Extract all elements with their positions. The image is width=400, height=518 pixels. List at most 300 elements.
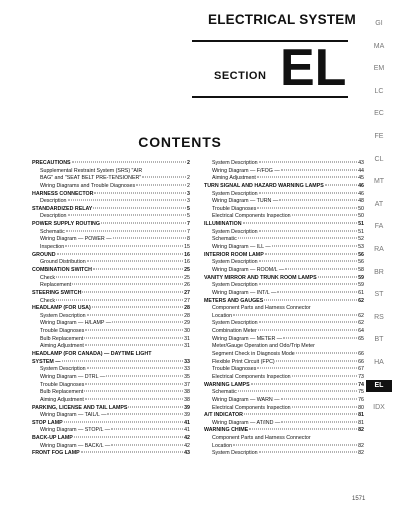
toc-entry-title: TURN SIGNAL AND HAZARD WARNING LAMPS (204, 182, 324, 189)
toc-entry (32, 183, 190, 191)
toc-leader-dots (107, 414, 183, 415)
toc-entry (32, 213, 190, 221)
toc-leader-dots (82, 291, 183, 292)
toc-entry-title: Schematic (212, 389, 237, 396)
toc-entry-title: Schematic (40, 228, 65, 235)
toc-entry-page: 42 (184, 442, 190, 449)
toc-entry-title: System Description (40, 366, 86, 373)
toc-entry (204, 213, 364, 221)
toc-entry (32, 435, 190, 443)
toc-leader-dots (259, 452, 357, 453)
toc-entry-page: 16 (184, 251, 190, 258)
toc-leader-dots (136, 184, 186, 185)
toc-entry (204, 351, 364, 359)
section-tab-fe[interactable]: FE (374, 133, 384, 140)
toc-leader-dots (66, 230, 186, 231)
toc-entry-title: SYSTEM — (32, 358, 61, 365)
toc-entry-title: Bulb Replacement (40, 389, 84, 396)
toc-entry-page: 43 (358, 160, 364, 166)
toc-entry (32, 191, 190, 199)
toc-entry (204, 328, 364, 336)
toc-entry-title: Wiring Diagrams and Trouble Diagnoses (40, 182, 136, 189)
toc-entry-title: STANDARDIZED RELAY (32, 205, 93, 212)
toc-entry (32, 450, 190, 458)
toc-entry (32, 160, 190, 168)
toc-leader-dots (106, 375, 183, 376)
toc-entry (204, 259, 364, 267)
toc-entry-page: 25 (184, 266, 190, 273)
toc-entry-title: Trouble Diagnoses (212, 205, 257, 212)
toc-entry (204, 175, 364, 183)
toc-entry-page: 45 (358, 175, 364, 182)
toc-leader-dots (65, 246, 183, 247)
toc-entry-page: 51 (358, 228, 364, 235)
toc-leader-dots (87, 261, 183, 262)
toc-entry-title: METERS AND GAUGES (204, 297, 264, 304)
toc-entry-title: Electrical Components Inspection (212, 373, 291, 380)
contents-right-column (204, 160, 364, 458)
toc-entry-page: 82 (358, 427, 364, 434)
toc-leader-dots (142, 177, 186, 178)
toc-leader-dots (57, 253, 184, 254)
toc-entry-title: Segment Check in Diagnosis Mode (212, 351, 295, 358)
toc-entry-page: 65 (358, 335, 364, 342)
toc-entry-title: STEERING SWITCH (32, 289, 82, 296)
toc-entry (32, 412, 190, 420)
toc-entry (32, 328, 190, 336)
toc-entry-page: 38 (184, 396, 190, 403)
toc-leader-dots (85, 330, 183, 331)
toc-entry (204, 420, 364, 428)
toc-entry-page: 41 (184, 419, 190, 426)
toc-entry-title: PRECAUTIONS (32, 160, 71, 166)
toc-leader-dots (62, 360, 184, 361)
toc-entry-page: 81 (358, 412, 364, 419)
toc-leader-dots (87, 368, 183, 369)
toc-leader-dots (85, 345, 183, 346)
toc-leader-dots (318, 276, 357, 277)
toc-leader-dots (85, 383, 183, 384)
toc-leader-dots (276, 360, 357, 361)
toc-entry-page: 59 (358, 282, 364, 289)
toc-entry (204, 427, 364, 435)
toc-entry-page: 51 (358, 221, 364, 228)
toc-entry-title: Trouble Diagnoses (40, 381, 85, 388)
toc-entry-title: System Description (212, 450, 258, 457)
toc-entry (32, 229, 190, 237)
toc-entry-page: 30 (184, 328, 190, 335)
toc-entry (32, 275, 190, 283)
toc-entry-page: 26 (184, 282, 190, 289)
toc-leader-dots (113, 238, 187, 239)
toc-entry-title: FRONT FOG LAMP (32, 450, 80, 457)
toc-entry (32, 298, 190, 306)
toc-leader-dots (272, 246, 357, 247)
section-tab-idx[interactable]: IDX (373, 404, 385, 412)
toc-entry (204, 343, 364, 351)
toc-entry (204, 275, 364, 283)
toc-entry-page: 5 (187, 205, 190, 212)
toc-entry-page: 59 (358, 274, 364, 281)
toc-leader-dots (93, 207, 186, 208)
section-tab-ra[interactable]: RA (374, 246, 384, 253)
toc-entry-title: Wiring Diagram — STOP/L — (40, 427, 111, 434)
toc-leader-dots (259, 230, 357, 231)
section-word: SECTION (214, 70, 267, 82)
toc-leader-dots (257, 207, 357, 208)
toc-leader-dots (281, 421, 357, 422)
section-tab-em[interactable]: EM (373, 65, 385, 73)
toc-entry-page: 64 (358, 328, 364, 335)
toc-entry-page: 31 (184, 343, 190, 350)
toc-entry (32, 336, 190, 344)
toc-entry-title: A/T INDICATOR (204, 412, 243, 419)
toc-entry-page: 2 (187, 182, 190, 189)
toc-entry-page: 50 (358, 213, 364, 220)
toc-entry-title: VANITY MIRROR AND TRUNK ROOM LAMPS (204, 274, 317, 281)
toc-leader-dots (56, 276, 183, 277)
toc-leader-dots (259, 162, 357, 163)
page-number: 1571 (352, 496, 366, 502)
toc-entry-page: 7 (187, 221, 190, 228)
toc-leader-dots (277, 291, 357, 292)
section-tab-cl[interactable]: CL (374, 155, 384, 163)
toc-leader-dots (296, 353, 357, 354)
toc-entry-title: Electrical Components Inspection (212, 213, 291, 220)
toc-entry-page: 37 (184, 381, 190, 388)
toc-entry-page: 61 (358, 289, 364, 296)
toc-leader-dots (259, 284, 357, 285)
toc-leader-dots (259, 322, 357, 323)
toc-entry-page: 25 (184, 274, 190, 281)
toc-entry (204, 374, 364, 382)
toc-entry-page: 58 (358, 266, 364, 273)
toc-entry (204, 313, 364, 321)
toc-entry-title: Component Parts and Harness Connector (212, 435, 311, 442)
toc-entry-page: 46 (358, 182, 364, 189)
toc-leader-dots (112, 322, 183, 323)
toc-entry-title: Description (40, 198, 67, 205)
toc-entry (204, 198, 364, 206)
toc-entry-page: 52 (358, 236, 364, 243)
toc-entry (32, 351, 190, 359)
toc-leader-dots (258, 330, 357, 331)
toc-entry-page: 44 (358, 167, 364, 174)
toc-entry-title: HARNESS CONNECTOR (32, 190, 94, 197)
toc-entry-page: 8 (187, 236, 190, 243)
toc-entry-page: 27 (184, 297, 190, 304)
toc-entry-page: 62 (358, 320, 364, 327)
toc-leader-dots (257, 177, 357, 178)
toc-entry-page: 2 (187, 160, 190, 166)
toc-entry (32, 244, 190, 252)
toc-entry-page: 46 (358, 190, 364, 197)
toc-entry-page: 56 (358, 259, 364, 266)
toc-entry (32, 252, 190, 260)
toc-entry (32, 168, 190, 176)
section-tab-st[interactable]: ST (374, 291, 384, 299)
toc-entry (32, 198, 190, 206)
section-tab-mt[interactable]: MT (373, 178, 385, 186)
toc-entry-title: Aiming Adjustment (40, 343, 84, 350)
toc-entry-title: Meter/Gauge Operation and Odo/Trip Meter (212, 343, 315, 350)
toc-entry (32, 343, 190, 351)
toc-entry-title: Wiring Diagram — DTRL — (40, 373, 106, 380)
section-tab-lc[interactable]: LC (374, 87, 384, 95)
section-tab-rs[interactable]: RS (374, 313, 384, 321)
toc-entry-page: 38 (184, 389, 190, 396)
toc-entry (32, 366, 190, 374)
toc-entry (32, 427, 190, 435)
toc-entry-page: 3 (187, 190, 190, 197)
toc-leader-dots (74, 437, 183, 438)
toc-entry-title: Wiring Diagram — WARN — (212, 396, 280, 403)
toc-entry-page: 39 (184, 404, 190, 411)
toc-entry (32, 175, 190, 183)
toc-entry (204, 206, 364, 214)
section-tab-el[interactable]: EL (366, 380, 392, 392)
toc-leader-dots (265, 253, 357, 254)
toc-entry-page: 56 (358, 251, 364, 258)
toc-entry (204, 244, 364, 252)
toc-leader-dots (264, 299, 357, 300)
toc-leader-dots (251, 383, 357, 384)
toc-entry (204, 160, 364, 168)
toc-entry (204, 450, 364, 458)
toc-entry-title: Wiring Diagram — TAIL/L — (40, 412, 107, 419)
section-tab-ha[interactable]: HA (374, 359, 384, 366)
toc-leader-dots (56, 299, 183, 300)
toc-leader-dots (93, 268, 183, 269)
toc-entry-title: Wiring Diagram — F/FOG — (212, 167, 280, 174)
toc-leader-dots (243, 223, 358, 224)
toc-entry-page: 42 (184, 435, 190, 442)
toc-entry-page: 15 (184, 244, 190, 251)
toc-entry-title: Wiring Diagram — INT/L — (212, 289, 277, 296)
toc-entry-title: STOP LAMP (32, 419, 63, 426)
toc-entry-title: GROUND (32, 251, 56, 258)
toc-leader-dots (81, 452, 183, 453)
toc-entry-page: 73 (358, 373, 364, 380)
toc-entry-title: Wiring Diagram — ROOM/L — (212, 266, 285, 273)
section-tab-gi[interactable]: GI (375, 20, 383, 27)
toc-entry (204, 267, 364, 275)
toc-leader-dots (249, 429, 357, 430)
toc-entry (32, 259, 190, 267)
toc-leader-dots (68, 215, 187, 216)
toc-entry (204, 221, 364, 229)
toc-leader-dots (292, 215, 357, 216)
toc-entry (204, 366, 364, 374)
toc-entry (204, 191, 364, 199)
toc-entry-page: 41 (184, 427, 190, 434)
section-tab-bt[interactable]: BT (374, 336, 384, 344)
toc-entry-title: Location (212, 442, 233, 449)
toc-entry (32, 359, 190, 367)
toc-entry (32, 313, 190, 321)
toc-leader-dots (244, 414, 357, 415)
toc-leader-dots (259, 261, 357, 262)
toc-leader-dots (85, 398, 183, 399)
toc-entry-title: System Description (40, 312, 86, 319)
toc-leader-dots (292, 406, 357, 407)
toc-entry-page: 66 (358, 351, 364, 358)
toc-entry (204, 435, 364, 443)
toc-entry-page: 62 (358, 297, 364, 304)
toc-entry-title: Supplemental Restraint System (SRS) "AIR (40, 167, 143, 174)
toc-entry-page: 48 (358, 198, 364, 205)
toc-entry (204, 290, 364, 298)
toc-entry-page: 28 (184, 312, 190, 319)
section-tab-at[interactable]: AT (374, 200, 384, 208)
toc-entry-page: 62 (358, 312, 364, 319)
toc-entry (204, 382, 364, 390)
toc-entry-title: Wiring Diagram — METER — (212, 335, 283, 342)
toc-leader-dots (94, 192, 186, 193)
toc-leader-dots (72, 284, 183, 285)
toc-leader-dots (238, 238, 357, 239)
toc-entry-page: 5 (187, 213, 190, 220)
toc-entry (32, 389, 190, 397)
toc-entry-title: Bulb Replacement (40, 335, 84, 342)
toc-entry-page: 35 (184, 373, 190, 380)
toc-leader-dots (281, 169, 357, 170)
toc-entry-page: 33 (184, 366, 190, 373)
toc-leader-dots (238, 391, 357, 392)
toc-entry (204, 359, 364, 367)
toc-entry-title: Check (40, 297, 56, 304)
toc-entry-title: ILLUMINATION (204, 221, 242, 228)
toc-leader-dots (84, 391, 183, 392)
toc-entry (32, 282, 190, 290)
toc-leader-dots (285, 268, 357, 269)
toc-leader-dots (68, 200, 187, 201)
toc-entry-page: 82 (358, 450, 364, 457)
toc-entry-title: BAG" and "SEAT BELT PRE-TENSIONER" (40, 175, 142, 182)
toc-entry (204, 320, 364, 328)
toc-entry-title: Component Parts and Harness Connector (212, 305, 311, 312)
toc-entry-title: Ground Distribution (40, 259, 86, 266)
toc-entry-title: BACK-UP LAMP (32, 435, 73, 442)
toc-leader-dots (87, 314, 183, 315)
toc-entry-page: 74 (358, 381, 364, 388)
toc-entry-title: POWER SUPPLY ROUTING (32, 221, 100, 228)
toc-entry-page: 76 (358, 396, 364, 403)
toc-entry-title: Location (212, 312, 233, 319)
toc-entry (32, 320, 190, 328)
toc-entry-title: Check (40, 274, 56, 281)
toc-entry-page: 3 (187, 198, 190, 205)
toc-entry (32, 397, 190, 405)
toc-leader-dots (257, 368, 357, 369)
toc-entry (32, 206, 190, 214)
toc-entry-page: 75 (358, 389, 364, 396)
toc-entry (204, 397, 364, 405)
toc-entry (32, 420, 190, 428)
toc-entry-title: HEADLAMP (FOR USA) (32, 305, 91, 312)
toc-entry (32, 405, 190, 413)
toc-entry (204, 252, 364, 260)
toc-entry-page: 31 (184, 335, 190, 342)
toc-leader-dots (259, 192, 357, 193)
toc-entry (32, 382, 190, 390)
header-title: ELECTRICAL SYSTEM (208, 12, 356, 27)
toc-entry-page: 50 (358, 205, 364, 212)
toc-entry-page: 16 (184, 259, 190, 266)
toc-entry-title: Wiring Diagram — H/LAMP — (40, 320, 112, 327)
toc-entry (32, 290, 190, 298)
toc-entry (204, 412, 364, 420)
toc-leader-dots (111, 444, 183, 445)
toc-entry-title: Electrical Components Inspection (212, 404, 291, 411)
toc-entry-title: Aiming Adjustment (40, 396, 84, 403)
section-tab-ma[interactable]: MA (373, 42, 385, 50)
toc-entry (204, 168, 364, 176)
toc-entry (32, 443, 190, 451)
toc-entry-title: Combination Meter (212, 328, 257, 335)
toc-leader-dots (64, 421, 183, 422)
toc-leader-dots (233, 444, 357, 445)
toc-entry-page: 53 (358, 244, 364, 251)
toc-entry-page: 43 (184, 450, 190, 457)
toc-entry-title: WARNING CHIME (204, 427, 249, 434)
toc-entry-title: Replacement (40, 282, 72, 289)
toc-entry (204, 183, 364, 191)
toc-entry-page: 33 (184, 358, 190, 365)
toc-entry-title: WARNING LAMPS (204, 381, 250, 388)
toc-entry (204, 282, 364, 290)
toc-entry-title: Trouble Diagnoses (212, 366, 257, 373)
toc-leader-dots (283, 337, 357, 338)
toc-entry-page: 82 (358, 442, 364, 449)
toc-entry-title: Flexible Print Circuit (FPC) (212, 358, 275, 365)
toc-entry-page: 66 (358, 358, 364, 365)
toc-entry (32, 267, 190, 275)
toc-entry-title: Wiring Diagram — POWER — (40, 236, 112, 243)
toc-entry-page: 39 (184, 412, 190, 419)
toc-entry (204, 389, 364, 397)
toc-entry-title: Wiring Diagram — TURN — (212, 198, 279, 205)
toc-entry (32, 221, 190, 229)
toc-entry (32, 374, 190, 382)
toc-entry-title: Aiming Adjustment (212, 175, 256, 182)
toc-leader-dots (279, 200, 357, 201)
toc-entry-title: COMBINATION SWITCH (32, 266, 92, 273)
toc-entry-title: Wiring Diagram — ILL — (212, 244, 271, 251)
toc-leader-dots (281, 398, 358, 399)
toc-entry-title: System Description (212, 259, 258, 266)
toc-entry-page: 27 (184, 289, 190, 296)
toc-leader-dots (233, 314, 357, 315)
toc-entry-title: Inspection (40, 244, 65, 251)
section-tab-ec[interactable]: EC (374, 110, 384, 118)
section-tab-br[interactable]: BR (374, 268, 384, 276)
toc-leader-dots (111, 429, 183, 430)
section-tab-fa[interactable]: FA (374, 223, 384, 231)
toc-entry-page: 81 (358, 419, 364, 426)
section-code: EL (280, 39, 347, 97)
toc-entry (204, 305, 364, 313)
toc-entry-title: System Description (212, 190, 258, 197)
toc-entry-page: 2 (187, 175, 190, 182)
toc-entry-title: System Description (212, 320, 258, 327)
toc-leader-dots (292, 375, 357, 376)
toc-entry-title: HEADLAMP (FOR CANADA) — DAYTIME LIGHT (32, 351, 152, 358)
toc-entry-title: System Description (212, 160, 258, 166)
toc-entry-page: 7 (187, 228, 190, 235)
toc-entry-title: Wiring Diagram — BACK/L — (40, 442, 111, 449)
toc-entry (204, 443, 364, 451)
